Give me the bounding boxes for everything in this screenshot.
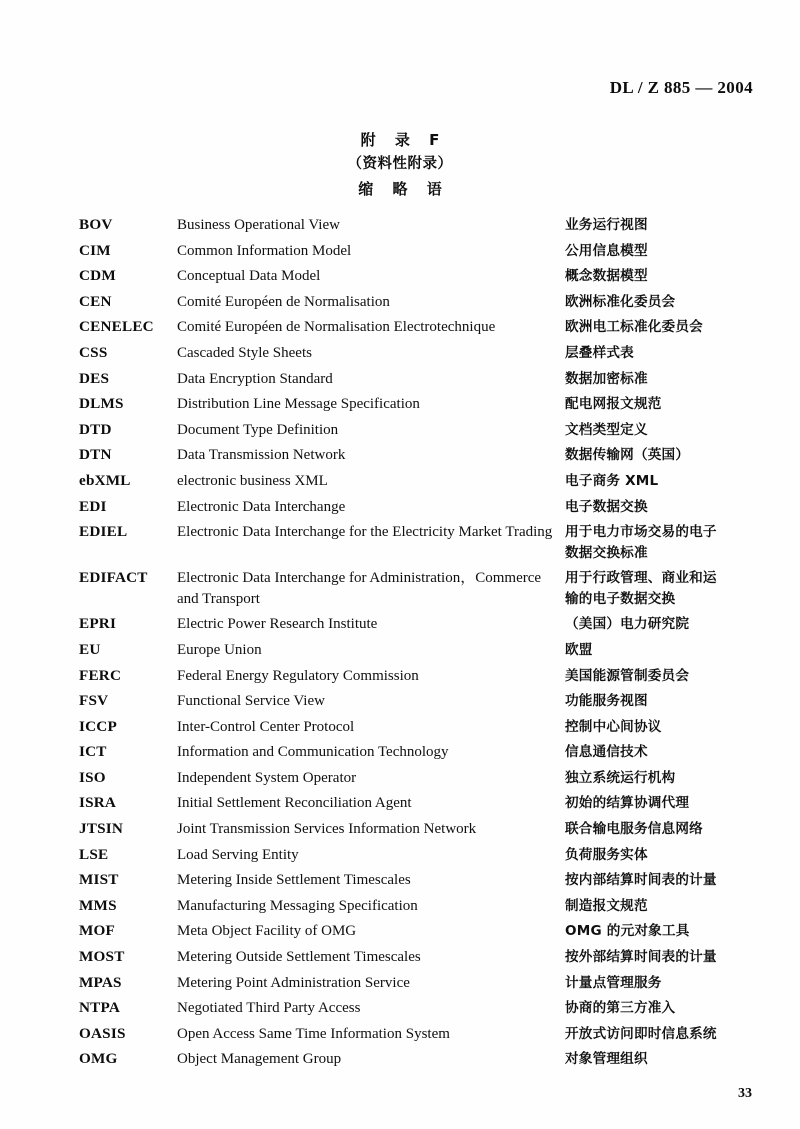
- glossary-row: [79, 497, 759, 518]
- abbreviation-expansion-en: Inter-Control Center Protocol: [177, 718, 355, 735]
- abbreviation-term: MOF: [79, 922, 116, 940]
- zh-line: 协商的第三方准入: [565, 1000, 676, 1017]
- zh-line: 制造报文规范: [565, 897, 648, 914]
- abbreviation-expansion-en: Object Management Group: [177, 1051, 342, 1068]
- zh-line: 联合输电服务信息网络: [565, 821, 703, 838]
- standard-code-header: DL / Z 885 — 2004: [609, 78, 753, 97]
- zh-line: 公用信息模型: [565, 242, 648, 259]
- abbreviation-expansion-zh: [565, 666, 759, 687]
- abbreviation-expansion-en: Federal Energy Regulatory Commission: [177, 667, 419, 684]
- glossary-row: [79, 241, 759, 262]
- abbreviation-expansion-zh: [565, 845, 759, 866]
- glossary-row: [79, 292, 759, 313]
- zh-line: 数据交换标准: [565, 544, 648, 561]
- annex-number: 附 录 F: [360, 131, 447, 149]
- abbreviation-term: MOST: [79, 948, 125, 966]
- abbreviation-term: CDM: [79, 267, 116, 285]
- abbreviation-expansion-zh: [565, 420, 759, 441]
- abbreviation-expansion-en: Load Serving Entity: [177, 846, 299, 863]
- zh-line: 配电网报文规范: [565, 396, 662, 413]
- glossary-row: [79, 666, 759, 687]
- zh-line: 负荷服务实体: [565, 846, 648, 863]
- abbreviation-expansion-zh: [565, 819, 759, 840]
- abbreviation-expansion-zh: [565, 973, 759, 994]
- abbreviation-expansion-en: Metering Inside Settlement Timescales: [177, 872, 411, 889]
- abbreviation-expansion-zh: [565, 742, 759, 763]
- abbreviation-expansion-en: Electronic Data Interchange for Administration，Commerce and Transport: [177, 570, 542, 607]
- zh-line: 数据加密标准: [565, 370, 648, 387]
- abbreviation-expansion-en: Independent System Operator: [177, 769, 357, 786]
- annex-name: 缩 略 语: [358, 180, 449, 198]
- abbreviation-term: DLMS: [79, 395, 124, 413]
- glossary-row: [79, 691, 759, 712]
- abbreviation-expansion-zh: [565, 471, 759, 492]
- abbreviation-expansion-en: Metering Point Administration Service: [177, 974, 410, 991]
- abbreviation-expansion-en: electronic business XML: [177, 472, 328, 489]
- glossary-row: [79, 420, 759, 441]
- abbreviation-expansion-zh: [565, 522, 759, 563]
- glossary-row: [79, 394, 759, 415]
- abbreviation-expansion-en: Metering Outside Settlement Timescales: [177, 949, 421, 966]
- abbreviation-term: EU: [79, 640, 101, 658]
- abbreviation-term: OASIS: [79, 1024, 126, 1042]
- abbreviation-term: BOV: [79, 216, 113, 233]
- glossary-row: [79, 717, 759, 738]
- abbreviation-expansion-en: Business Operational View: [177, 217, 340, 233]
- glossary-row: [79, 768, 759, 789]
- abbreviation-term: ISRA: [79, 794, 117, 812]
- abbreviation-expansion-zh: [565, 369, 759, 390]
- abbreviation-expansion-en: Electronic Data Interchange for the Electricity Market Trading: [177, 524, 553, 541]
- zh-line: 计量点管理服务: [565, 974, 662, 991]
- glossary-row: [79, 445, 759, 466]
- abbreviation-term: ICT: [79, 743, 107, 761]
- zh-line: （美国）电力研究院: [565, 616, 690, 633]
- abbreviation-expansion-en: Comité Européen de Normalisation Electrotechnique: [177, 319, 496, 336]
- annex-kind: （资料性附录）: [347, 156, 453, 172]
- abbreviation-term: NTPA: [79, 999, 121, 1017]
- abbreviation-expansion-zh: [565, 921, 759, 942]
- abbreviation-expansion-zh: [565, 998, 759, 1019]
- abbreviation-expansion-en: Data Encryption Standard: [177, 370, 333, 387]
- abbreviation-term: DES: [79, 369, 110, 387]
- abbreviation-term: OMG: [79, 1050, 118, 1068]
- glossary-row: [79, 870, 759, 891]
- abbreviation-expansion-zh: [565, 1049, 759, 1070]
- abbreviation-expansion-en: Joint Transmission Services Information Network: [177, 821, 477, 838]
- abbreviation-expansion-en: Initial Settlement Reconciliation Agent: [177, 795, 412, 812]
- abbreviation-expansion-en: Common Information Model: [177, 242, 352, 259]
- glossary-row: [79, 998, 759, 1019]
- zh-line: 欧盟: [565, 641, 593, 658]
- abbreviation-expansion-zh: [565, 1024, 759, 1045]
- abbreviation-term: DTD: [79, 420, 112, 438]
- zh-line: 业务运行视图: [565, 217, 648, 233]
- zh-line: 用于电力市场交易的电子: [565, 524, 717, 541]
- abbreviation-expansion-en: Functional Service View: [177, 693, 325, 710]
- abbreviation-expansion-en: Electronic Data Interchange: [177, 498, 346, 515]
- abbreviation-term: EDI: [79, 497, 107, 515]
- abbreviation-term: CIM: [79, 241, 111, 259]
- glossary-row: [79, 568, 759, 609]
- glossary-row: [79, 522, 759, 563]
- abbreviation-expansion-zh: [565, 947, 759, 968]
- abbreviation-term: MMS: [79, 896, 117, 914]
- abbreviation-term: CENELEC: [79, 318, 154, 336]
- abbreviation-expansion-zh: [565, 241, 759, 262]
- abbreviation-expansion-en: Cascaded Style Sheets: [177, 344, 312, 361]
- abbreviation-expansion-en: Meta Object Facility of OMG: [177, 923, 357, 940]
- abbreviation-term: EDIFACT: [79, 569, 148, 587]
- zh-line: 按外部结算时间表的计量: [565, 949, 717, 966]
- abbreviation-expansion-en: Distribution Line Message Specification: [177, 396, 420, 413]
- abbreviation-expansion-zh: [565, 292, 759, 313]
- glossary-row: [79, 921, 759, 942]
- abbreviation-expansion-en: Manufacturing Messaging Specification: [177, 897, 418, 914]
- abbreviation-expansion-zh: [565, 793, 759, 814]
- abbreviation-expansion-en: Negotiated Third Party Access: [177, 1000, 361, 1017]
- abbreviation-expansion-zh: [565, 343, 759, 364]
- glossary-row: [79, 819, 759, 840]
- zh-line: 按内部结算时间表的计量: [565, 872, 717, 889]
- abbreviation-expansion-zh: [565, 896, 759, 917]
- zh-line: 功能服务视图: [565, 693, 648, 710]
- abbreviation-term: EPRI: [79, 615, 117, 633]
- annex-title-block: [0, 128, 800, 202]
- abbreviation-expansion-zh: [565, 266, 759, 287]
- abbreviation-expansion-en: Information and Communication Technology: [177, 744, 449, 761]
- glossary-row: [79, 215, 759, 236]
- glossary-row: [79, 614, 759, 635]
- abbreviation-expansion-zh: [565, 717, 759, 738]
- glossary-row: [79, 1049, 759, 1070]
- zh-line: 欧洲标准化委员会: [565, 293, 676, 310]
- abbreviation-expansion-zh: [565, 691, 759, 712]
- abbreviation-expansion-en: Europe Union: [177, 641, 262, 658]
- abbreviation-expansion-zh: [565, 497, 759, 518]
- zh-line: 文档类型定义: [565, 421, 648, 438]
- abbreviation-term: LSE: [79, 845, 109, 863]
- abbreviation-expansion-zh: [565, 317, 759, 338]
- glossary-row: [79, 266, 759, 287]
- abbreviation-term: CSS: [79, 343, 108, 361]
- abbreviation-expansion-zh: [565, 394, 759, 415]
- abbreviation-term: MIST: [79, 871, 119, 889]
- zh-line: 电子数据交换: [565, 498, 648, 515]
- abbreviation-expansion-en: Data Transmission Network: [177, 447, 346, 464]
- zh-line: 初始的结算协调代理: [565, 795, 690, 812]
- zh-line: 输的电子数据交换: [565, 590, 676, 607]
- glossary-row: [79, 369, 759, 390]
- abbreviation-term: FSV: [79, 692, 109, 710]
- abbreviation-term: CEN: [79, 292, 112, 310]
- abbreviation-term: ebXML: [79, 471, 131, 489]
- glossary-row: [79, 1024, 759, 1045]
- abbreviation-expansion-zh: [565, 215, 759, 236]
- zh-line: 独立系统运行机构: [565, 769, 676, 786]
- zh-line: 信息通信技术: [565, 744, 648, 761]
- abbreviation-expansion-zh: [565, 640, 759, 661]
- abbreviation-term: DTN: [79, 446, 112, 464]
- zh-line: 数据传输网（英国）: [565, 447, 690, 464]
- abbreviation-expansion-zh: [565, 445, 759, 466]
- glossary-row: [79, 947, 759, 968]
- zh-line: 层叠样式表: [565, 344, 634, 361]
- abbreviation-term: FERC: [79, 666, 122, 684]
- glossary-row: [79, 640, 759, 661]
- abbreviation-term: EDIEL: [79, 523, 128, 541]
- zh-line: 对象管理组织: [565, 1051, 648, 1068]
- zh-line: OMG 的元对象工具: [565, 923, 690, 940]
- zh-line: 欧洲电工标准化委员会: [565, 319, 703, 336]
- abbreviation-expansion-en: Open Access Same Time Information System: [177, 1025, 450, 1042]
- abbreviation-term: ICCP: [79, 717, 117, 735]
- abbreviation-term: MPAS: [79, 973, 122, 991]
- zh-line: 电子商务 XML: [565, 472, 659, 489]
- glossary-row: [79, 742, 759, 763]
- glossary-row: [79, 973, 759, 994]
- abbreviation-expansion-en: Document Type Definition: [177, 421, 339, 438]
- zh-line: 开放式访问即时信息系统: [565, 1025, 717, 1042]
- abbreviation-expansion-en: Conceptual Data Model: [177, 268, 321, 285]
- glossary-row: [79, 896, 759, 917]
- abbreviation-term: ISO: [79, 768, 106, 786]
- abbreviation-expansion-zh: [565, 870, 759, 891]
- abbreviation-expansion-zh: [565, 568, 759, 609]
- glossary-row: [79, 793, 759, 814]
- abbreviation-glossary: [79, 215, 759, 1075]
- abbreviation-expansion-zh: [565, 614, 759, 635]
- abbreviation-expansion-zh: [565, 768, 759, 789]
- abbreviation-expansion-en: Electric Power Research Institute: [177, 616, 378, 633]
- glossary-row: [79, 343, 759, 364]
- page-number: 33: [738, 1086, 752, 1101]
- glossary-row: [79, 317, 759, 338]
- zh-line: 控制中心间协议: [565, 718, 662, 735]
- abbreviation-expansion-en: Comité Européen de Normalisation: [177, 293, 390, 310]
- zh-line: 概念数据模型: [565, 268, 648, 285]
- zh-line: 用于行政管理、商业和运: [565, 570, 717, 587]
- glossary-row: [79, 845, 759, 866]
- glossary-row: [79, 471, 759, 492]
- zh-line: 美国能源管制委员会: [565, 667, 690, 684]
- abbreviation-term: JTSIN: [79, 820, 124, 838]
